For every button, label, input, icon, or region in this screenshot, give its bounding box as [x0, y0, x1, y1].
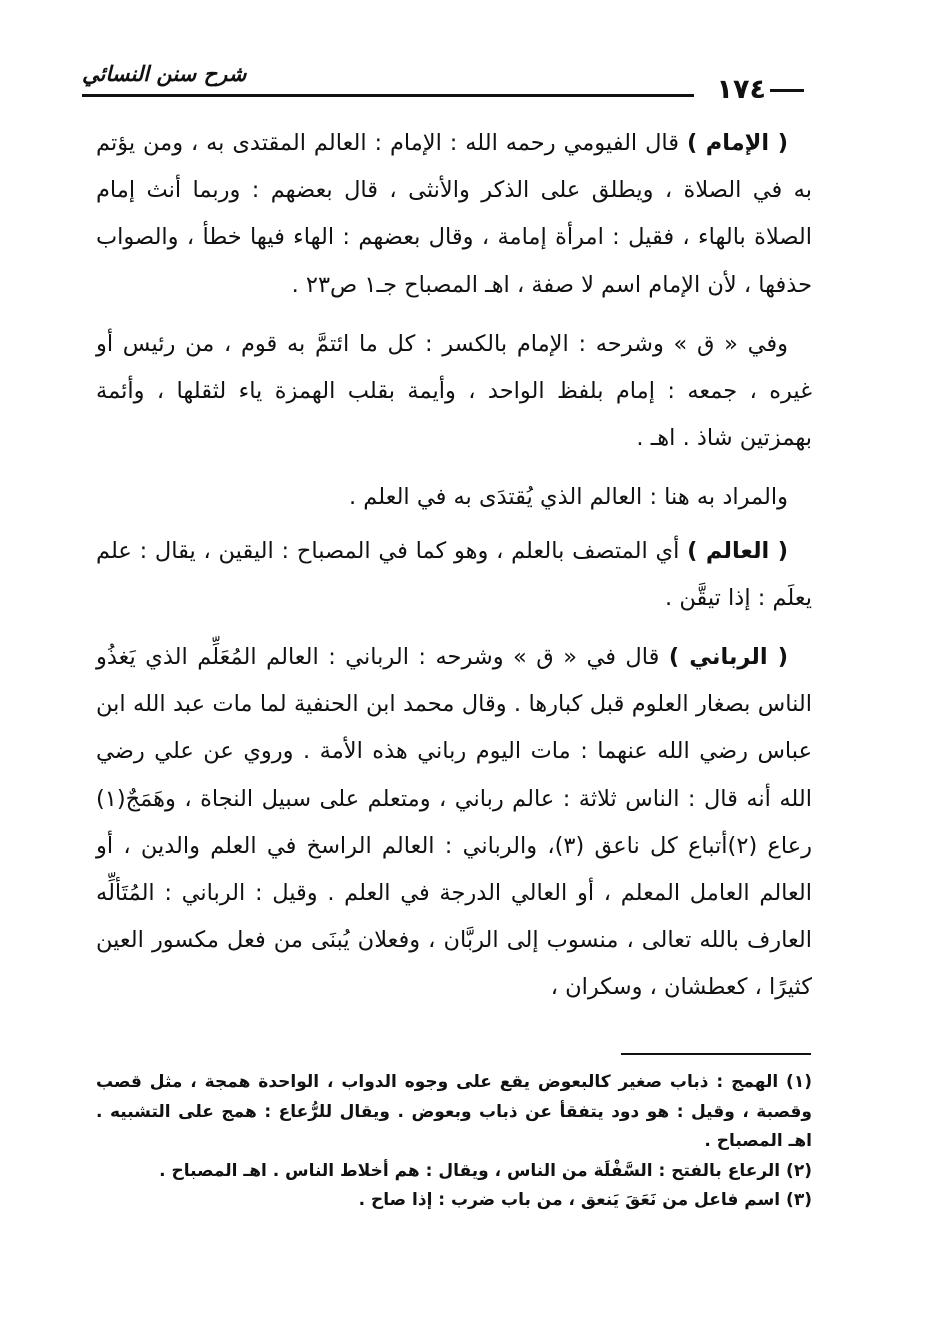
term-rabbani: ( الرباني ): [668, 644, 788, 671]
footnote-separator: [621, 1053, 811, 1055]
paragraph-text: أي المتصف بالعلم ، وهو كما في المصباح : اليقين ، يقال : علم يعلَم : إذا تيقَّن .: [96, 537, 812, 611]
book-title: شرح سنن النسائي: [82, 62, 247, 86]
footnotes: [96, 1068, 812, 1216]
page-header: [82, 62, 814, 104]
term-alim: ( العالم ): [687, 537, 788, 564]
main-text: [96, 120, 812, 1024]
term-imam: ( الإمام ): [686, 130, 788, 156]
paragraph-text: قال في « ق » وشرحه : الرباني : العالم المُعَلِّم الذي يَغذُو الناس بصغار العلوم قبل كبارها . وقال محمد ابن الحنفية لما مات عبد الله ابن عباس رضي الله عنهما : مات اليوم رباني هذه الأمة . وروي عن علي رضي الله أنه قال : الناس ثلاثة : عالم رباني ، ومتعلم على سبيل النجاة ، وهَمَجٌ(١) رعاع (٢)أتباع كل ناعق (٣)، والرباني : العالم الراسخ في العلم والدين ، أو العالم العامل المعلم ، أو العالي الدرجة في العلم . وقيل : الرباني : المُتَألِّه العارف بالله تعالى ، منسوب إلى الربَّان ، وفعلان يُبنَى من فعل مكسور العين كثيرًا ، كعطشان ، وسكران ،: [96, 644, 813, 1001]
paragraph-text: والمراد به هنا : العالم الذي يُقتدَى به في العلم .: [348, 484, 788, 511]
footnote-2: (٢) الرعاع بالفتح : السَّفْلَة من الناس ، ويقال : هم أخلاط الناس . اهـ المصباح .: [159, 1160, 812, 1181]
footnote-3: (٣) اسم فاعل من نَعَقَ يَنعق ، من باب ضرب : إذا صاح .: [358, 1190, 812, 1210]
paragraph-alim: [96, 528, 812, 622]
paragraph-rabbani: [96, 634, 812, 1012]
paragraph-meaning: [96, 474, 812, 521]
page-number-text: ١٧٤: [716, 74, 766, 105]
paragraph-text: قال الفيومي رحمه الله : الإمام : العالم المقتدى به ، ومن يؤتم به في الصلاة ، ويطلق على الذكر والأنثى ، قال بعضهم : وربما أنث إمام الصلاة بالهاء ، فقيل : امرأة إمامة ، وقال بعضهم : الهاء فيها خطأ ، والصواب حذفها ، لأن الإمام اسم لا صفة ، اهـ المصباح جـ١ ص٢٣ .: [96, 130, 812, 298]
header-dash: [770, 89, 804, 92]
paragraph-imam: [96, 120, 812, 309]
header-rule: [82, 94, 694, 97]
paragraph-qamus: [96, 321, 812, 463]
page-number: [711, 74, 814, 105]
footnote-1: (١) الهمج : ذباب صغير كالبعوض يقع على وجوه الدواب ، الواحدة همجة ، مثل قصب وقصبة ، وقيل : هو دود يتفقأ عن ذباب وبعوض . ويقال للرُّعاع : همج على التشبيه . اهـ المصباح .: [96, 1072, 812, 1151]
paragraph-text: وفي « ق » وشرحه : الإمام بالكسر : كل ما ائتمَّ به قوم ، من رئيس أو غيره ، جمعه : إمام بلفظ الواحد ، وأيمة بقلب الهمزة ياء لثقلها ، وأئمة بهمزتين شاذ . اهـ .: [96, 330, 812, 452]
